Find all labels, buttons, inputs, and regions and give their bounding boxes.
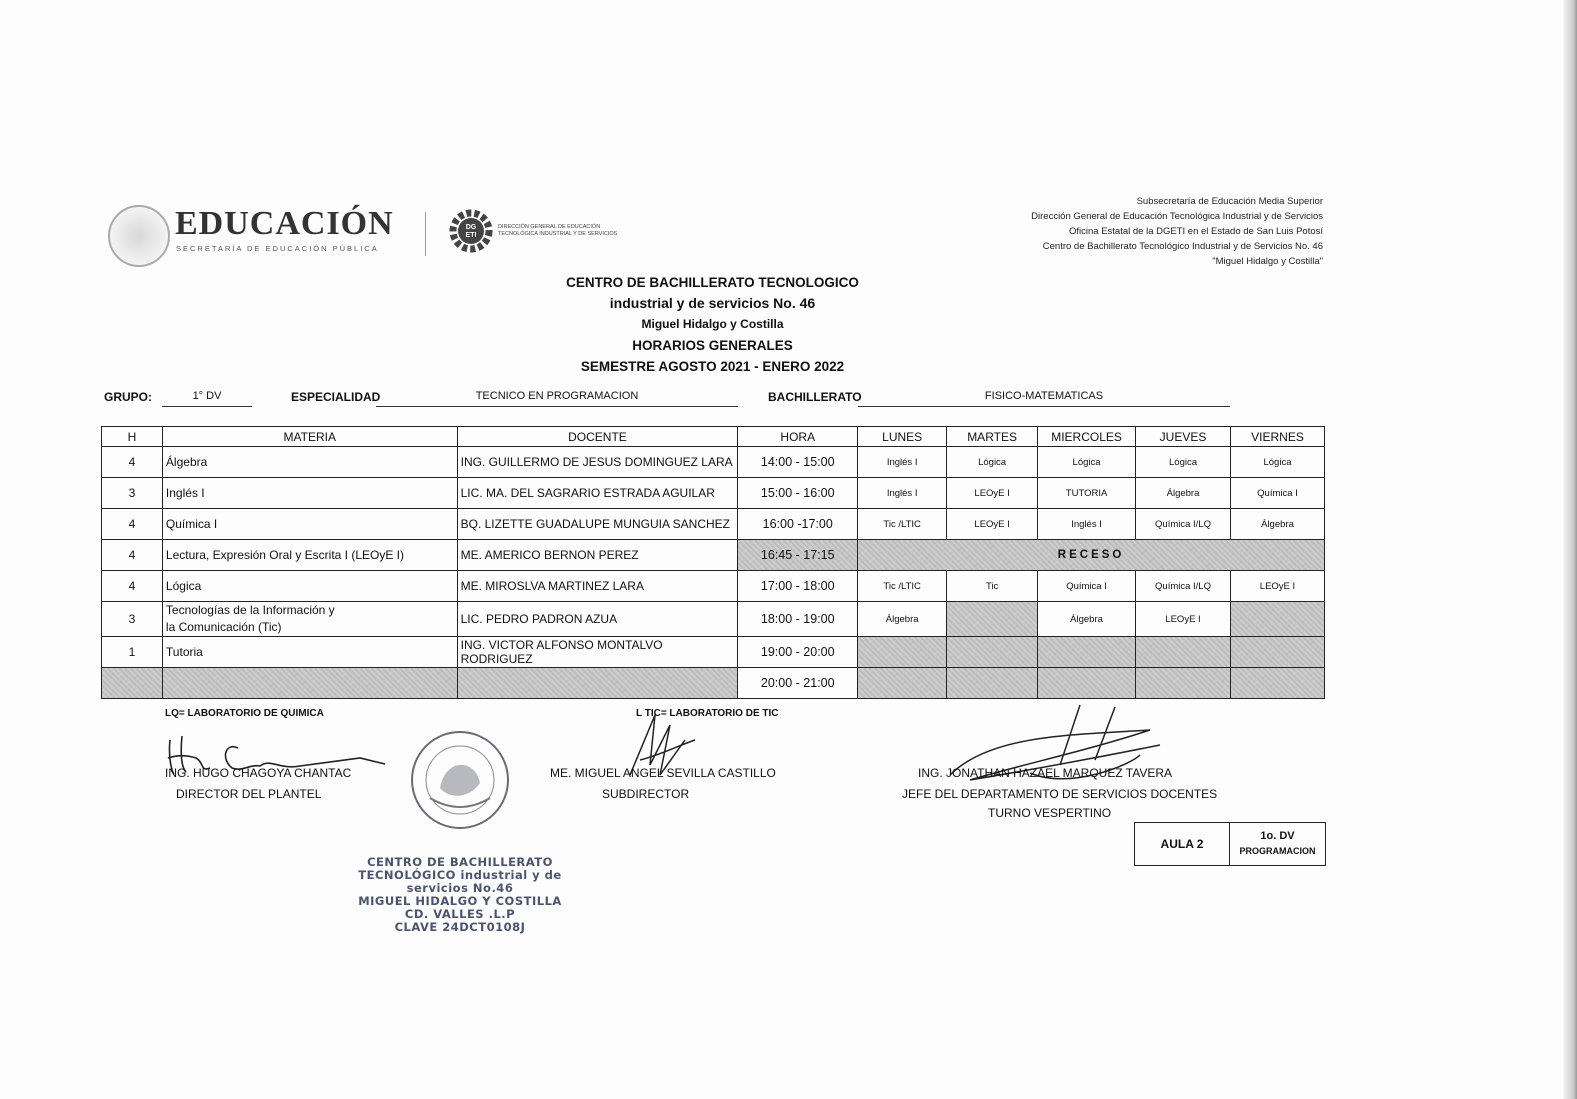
dgeti-text	[498, 224, 638, 238]
cell-viernes	[1230, 602, 1324, 637]
cell-lunes	[858, 668, 947, 699]
header-h: H	[102, 427, 163, 447]
cell-docente: ING. VICTOR ALFONSO MONTALVO RODRIGUEZ	[457, 637, 738, 668]
cell-materia: Inglés I	[162, 478, 457, 509]
aula-group-name: 1o. DV	[1260, 830, 1295, 842]
institution-line: Oficina Estatal de la DGETI en el Estado de San Luis Potosí	[1069, 226, 1323, 237]
table-row	[102, 509, 1325, 540]
cell-miercoles: Álgebra	[1038, 602, 1136, 637]
dgeti-text-line: DIRECCIÓN GENERAL DE EDUCACIÓN	[498, 224, 601, 230]
cell-viernes: Química I	[1230, 478, 1324, 509]
logo-subtitle: SECRETARÍA DE EDUCACIÓN PÚBLICA	[176, 244, 379, 253]
director-name: ING. HUGO CHAGOYA CHANTAC	[165, 766, 352, 780]
table-row	[102, 637, 1325, 668]
table-header-row	[102, 427, 1325, 447]
cell-martes: LEOyE I	[947, 509, 1038, 540]
title-line-4: HORARIOS GENERALES	[632, 338, 793, 353]
header-materia: MATERIA	[162, 427, 457, 447]
cell-lunes: Tic /LTIC	[858, 571, 947, 602]
cell-jueves: LEOyE I	[1136, 602, 1231, 637]
aula-group	[1230, 823, 1325, 865]
cell-docente: LIC. MA. DEL SAGRARIO ESTRADA AGUILAR	[457, 478, 738, 509]
grupo-underline	[162, 406, 252, 407]
stamp-line: MIGUEL HIDALGO Y COSTILLA	[358, 894, 562, 908]
national-seal-stamp-icon	[400, 728, 520, 832]
institution-line: Centro de Bachillerato Tecnológico Industrial y de Servicios No. 46	[1042, 241, 1323, 252]
cell-docente: LIC. PEDRO PADRON AZUA	[457, 602, 738, 637]
scan-edge	[1563, 0, 1577, 1099]
cell-miercoles: TUTORIA	[1038, 478, 1136, 509]
cell-jueves: Química I/LQ	[1136, 571, 1231, 602]
title-line-3: Miguel Hidalgo y Costilla	[641, 317, 784, 331]
subdirector-title: SUBDIRECTOR	[602, 787, 690, 801]
cell-viernes	[1230, 637, 1324, 668]
header-miercoles: MIERCOLES	[1038, 427, 1136, 447]
logo-divider	[425, 212, 426, 256]
header-docente: DOCENTE	[457, 427, 738, 447]
national-seal-icon	[108, 205, 170, 267]
cell-docente: ING. GUILLERMO DE JESUS DOMINGUEZ LARA	[457, 447, 738, 478]
cell-materia: Lógica	[162, 571, 457, 602]
cell-viernes: Lógica	[1230, 447, 1324, 478]
stamp-line: TECNOLÓGICO industrial y de	[358, 868, 562, 882]
cell-miercoles: Química I	[1038, 571, 1136, 602]
stamp-line: CD. VALLES .L.P	[404, 907, 516, 921]
especialidad-underline	[376, 406, 738, 407]
cell-h: 4	[102, 571, 163, 602]
cell-lunes: Inglés I	[858, 478, 947, 509]
cell-hora: 14:00 - 15:00	[738, 447, 858, 478]
receso-cell: RECESO	[858, 540, 1325, 571]
dgeti-gear-icon	[446, 205, 496, 255]
jefe-name: ING. JONATHAN HAZAEL MARQUEZ TAVERA	[918, 766, 1173, 780]
cell-hora: 16:00 -17:00	[738, 509, 858, 540]
table-row	[102, 668, 1325, 699]
header-jueves: JUEVES	[1136, 427, 1231, 447]
institution-line: "Miguel Hidalgo y Costilla"	[1212, 256, 1323, 267]
table-row	[102, 571, 1325, 602]
institution-block	[1031, 194, 1323, 269]
cell-h: 4	[102, 509, 163, 540]
bachillerato-value: FISICO-MATEMATICAS	[984, 390, 1104, 402]
cell-martes: Tic	[947, 571, 1038, 602]
table-row	[102, 540, 1325, 571]
cell-jueves	[1136, 668, 1231, 699]
cell-docente	[457, 668, 738, 699]
cell-h: 3	[102, 478, 163, 509]
cell-martes: Lógica	[947, 447, 1038, 478]
cell-hora: 20:00 - 21:00	[738, 668, 858, 699]
cell-materia: Lectura, Expresión Oral y Escrita I (LEOyE I)	[162, 540, 457, 571]
cell-h: 4	[102, 447, 163, 478]
cell-viernes: LEOyE I	[1230, 571, 1324, 602]
stamp-line: CLAVE 24DCT0108J	[394, 920, 526, 934]
cell-materia	[162, 668, 457, 699]
legend-lq: LQ= LABORATORIO DE QUIMICA	[165, 708, 324, 719]
cell-martes	[947, 602, 1038, 637]
title-line-1: CENTRO DE BACHILLERATO TECNOLOGICO	[566, 275, 859, 290]
especialidad-value: TECNICO EN PROGRAMACION	[475, 390, 639, 402]
cell-miercoles: Inglés I	[1038, 509, 1136, 540]
aula-label: AULA 2	[1135, 823, 1230, 865]
cell-docente: BQ. LIZETTE GUADALUPE MUNGUIA SANCHEZ	[457, 509, 738, 540]
jefe-title: JEFE DEL DEPARTAMENTO DE SERVICIOS DOCENTES	[902, 787, 1218, 801]
cell-jueves: Química I/LQ	[1136, 509, 1231, 540]
cell-h: 3	[102, 602, 163, 637]
aula-group-spec: PROGRAMACION	[1239, 846, 1316, 856]
cell-miercoles	[1038, 637, 1136, 668]
cell-jueves	[1136, 637, 1231, 668]
materia-line: la Comunicación (Tic)	[165, 620, 282, 634]
cell-jueves: Álgebra	[1136, 478, 1231, 509]
cell-hora: 16:45 - 17:15	[738, 540, 858, 571]
dgeti-text-line: TECNOLÓGICA INDUSTRIAL Y DE SERVICIOS	[498, 231, 618, 237]
schedule-table	[101, 426, 1325, 699]
cell-hora: 17:00 - 18:00	[738, 571, 858, 602]
cell-lunes: Inglés I	[858, 447, 947, 478]
jefe-turno: TURNO VESPERTINO	[988, 806, 1112, 820]
cell-lunes: Álgebra	[858, 602, 947, 637]
institution-line: Subsecretaría de Educación Media Superior	[1136, 196, 1323, 207]
grupo-label: GRUPO:	[104, 390, 152, 404]
cell-martes	[947, 668, 1038, 699]
cell-jueves: Lógica	[1136, 447, 1231, 478]
stamp-line: servicios No.46	[406, 881, 514, 895]
cell-lunes: Tic /LTIC	[858, 509, 947, 540]
cell-materia	[162, 602, 457, 637]
cell-hora: 15:00 - 16:00	[738, 478, 858, 509]
stamp-line: CENTRO DE BACHILLERATO	[367, 855, 553, 869]
especialidad-label: ESPECIALIDAD	[291, 390, 381, 404]
legend-ltic: L TIC= LABORATORIO DE TIC	[636, 708, 779, 719]
table-row	[102, 447, 1325, 478]
logo-educacion: EDUCACIÓN	[175, 205, 394, 242]
aula-box	[1134, 822, 1326, 866]
cell-viernes: Álgebra	[1230, 509, 1324, 540]
jefe-signature	[930, 695, 1170, 795]
school-stamp	[340, 856, 580, 934]
title-line-5: SEMESTRE AGOSTO 2021 - ENERO 2022	[580, 359, 845, 374]
cell-docente: ME. MIROSLVA MARTINEZ LARA	[457, 571, 738, 602]
title-line-2: industrial y de servicios No. 46	[609, 295, 816, 311]
cell-materia: Tutoria	[162, 637, 457, 668]
director-title: DIRECTOR DEL PLANTEL	[176, 787, 322, 801]
table-row	[102, 478, 1325, 509]
cell-miercoles	[1038, 668, 1136, 699]
svg-text:ETI: ETI	[465, 232, 477, 239]
table-row	[102, 602, 1325, 637]
cell-docente: ME. AMERICO BERNON PEREZ	[457, 540, 738, 571]
grupo-value: 1° DV	[192, 390, 222, 402]
subdirector-name: ME. MIGUEL ANGEL SEVILLA CASTILLO	[550, 766, 776, 780]
cell-h: 4	[102, 540, 163, 571]
cell-martes: LEOyE I	[947, 478, 1038, 509]
cell-h	[102, 668, 163, 699]
materia-line: Tecnologías de la Información y	[165, 603, 335, 617]
bachillerato-label: BACHILLERATO	[768, 390, 862, 404]
institution-line: Dirección General de Educación Tecnológica Industrial y de Servicios	[1031, 211, 1323, 222]
header-lunes: LUNES	[858, 427, 947, 447]
svg-text:DG: DG	[465, 224, 477, 231]
cell-martes	[947, 637, 1038, 668]
document-title	[420, 272, 1005, 377]
cell-miercoles: Lógica	[1038, 447, 1136, 478]
cell-hora: 19:00 - 20:00	[738, 637, 858, 668]
bachillerato-underline	[858, 406, 1230, 407]
cell-lunes	[858, 637, 947, 668]
header-hora: HORA	[738, 427, 858, 447]
cell-hora: 18:00 - 19:00	[738, 602, 858, 637]
cell-viernes	[1230, 668, 1324, 699]
header-viernes: VIERNES	[1230, 427, 1324, 447]
header-martes: MARTES	[947, 427, 1038, 447]
cell-materia: Química I	[162, 509, 457, 540]
cell-h: 1	[102, 637, 163, 668]
cell-materia: Álgebra	[162, 447, 457, 478]
